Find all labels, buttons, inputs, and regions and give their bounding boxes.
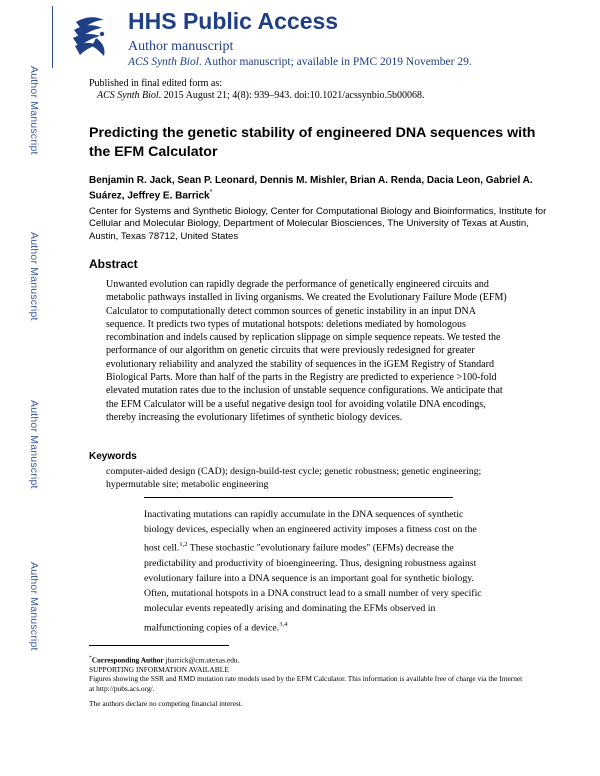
intro-text-1: Inactivating mutations can rapidly accumulate in the DNA sequences of synthetic biology devices, especially when an engineered activity imposes a fitness cost on the host cell. bbox=[144, 509, 477, 554]
corresponding-author-email: jbarrick@cm.utexas.edu. bbox=[163, 655, 240, 665]
footnote-star: * bbox=[89, 655, 92, 661]
side-label-3: Author Manuscript bbox=[28, 400, 40, 489]
intro-reference-1: 1,2 bbox=[179, 541, 188, 549]
intro-reference-2: 3,4 bbox=[279, 620, 288, 628]
side-label-1: Author Manuscript bbox=[28, 66, 40, 155]
intro-text-2: These stochastic "evolutionary failure modes" (EFMs) decrease the predictability and productivity of bioengineering. Thus, designing robustness against evolutionary failure into a DNA sequence is an important goal for synthetic biology. Often, mutational hotspots in a DNA construct lead to a small number of very specific molecular events repeatedly arising and dominating the EFMs observed in malfunctioning copies of a device. bbox=[144, 542, 482, 633]
hhs-public-access-title: HHS Public Access bbox=[128, 8, 339, 34]
citation-details: . 2015 August 21; 4(8): 939–943. doi:10.1021/acssynbio.5b00068. bbox=[158, 90, 425, 101]
abstract-heading: Abstract bbox=[89, 257, 138, 271]
abstract-text: Unwanted evolution can rapidly degrade the performance of genetically engineered circuits and metabolic pathways installed in living organisms. We created the Evolutionary Failure Mode (EFM) Calculator to computationally detect common sources of genetic instability in an input DNA sequence. It predicts two types of mutational hotspots: deletions mediated by homologous recombination and indels caused by replication slippage on simple sequence repeats. We tested the performance of our algorithm on genetic circuits that were previously redesigned for greater evolutionary reliability and analyzed the stability of sequences in the iGEM Registry of Standard Biological Parts. More than half of the parts in the Registry are predicted to experience >100-fold elevated mutation rates due to the inclusion of unstable sequence configurations. We anticipate that the EFM Calculator will be a useful negative design tool for avoiding volatile DNA encodings, thereby increasing the evolutionary lifetimes of synthetic biology devices. bbox=[106, 279, 507, 423]
section-divider bbox=[144, 497, 453, 498]
affiliation: Center for Systems and Synthetic Biology, Center for Computational Biology and Bioinformatics, Institute for Cellular and Molecular Biology, Department of Molecular Biosciences, The University of Texas at Austin, Austin, Texas 78712, United States bbox=[89, 206, 547, 242]
side-label-2: Author Manuscript bbox=[28, 232, 40, 321]
keywords-text: computer-aided design (CAD); design-build-test cycle; genetic robustness; genetic engineering; hypermutable site; metabolic engineering bbox=[106, 466, 482, 490]
header-journal: ACS Synth Biol bbox=[128, 56, 199, 68]
published-label: Published in final edited form as: bbox=[89, 78, 223, 89]
intro-paragraph bbox=[144, 507, 494, 635]
author-manuscript-label: Author manuscript bbox=[128, 39, 234, 54]
margin-sidebar bbox=[0, 0, 55, 776]
citation-journal: ACS Synth Biol bbox=[97, 90, 159, 101]
header-availability: . Author manuscript; available in PMC 2019 November 29. bbox=[198, 56, 472, 68]
article-title: Predicting the genetic stability of engineered DNA sequences with the EFM Calculator bbox=[89, 125, 536, 160]
hhs-eagle-logo-icon bbox=[66, 8, 112, 64]
footnote-divider bbox=[89, 645, 229, 646]
corresponding-author-note bbox=[89, 654, 529, 665]
header-divider bbox=[52, 6, 53, 68]
corresponding-author-mark: * bbox=[209, 189, 213, 196]
pmc-availability bbox=[128, 56, 472, 68]
competing-interest-note: The authors declare no competing financial interest. bbox=[89, 699, 243, 709]
side-label-4: Author Manuscript bbox=[28, 562, 40, 651]
publication-info bbox=[89, 78, 425, 102]
footnotes bbox=[89, 654, 529, 709]
supporting-info-heading: SUPPORTING INFORMATION AVAILABLE bbox=[89, 664, 229, 674]
author-names: Benjamin R. Jack, Sean P. Leonard, Dennis M. Mishler, Brian A. Renda, Dacia Leon, Gabriel A. Suárez, Jeffrey E. Barrick bbox=[89, 175, 533, 202]
corresponding-author-label: Corresponding Author bbox=[91, 655, 164, 665]
author-list bbox=[89, 175, 559, 202]
citation-line bbox=[89, 90, 425, 102]
keywords-heading: Keywords bbox=[89, 451, 137, 462]
supporting-info-text: Figures showing the SSR and RMD mutation rate models used by the EFM Calculator. This information is available free of charge via the Internet at http://pubs.acs.org/. bbox=[89, 674, 523, 693]
